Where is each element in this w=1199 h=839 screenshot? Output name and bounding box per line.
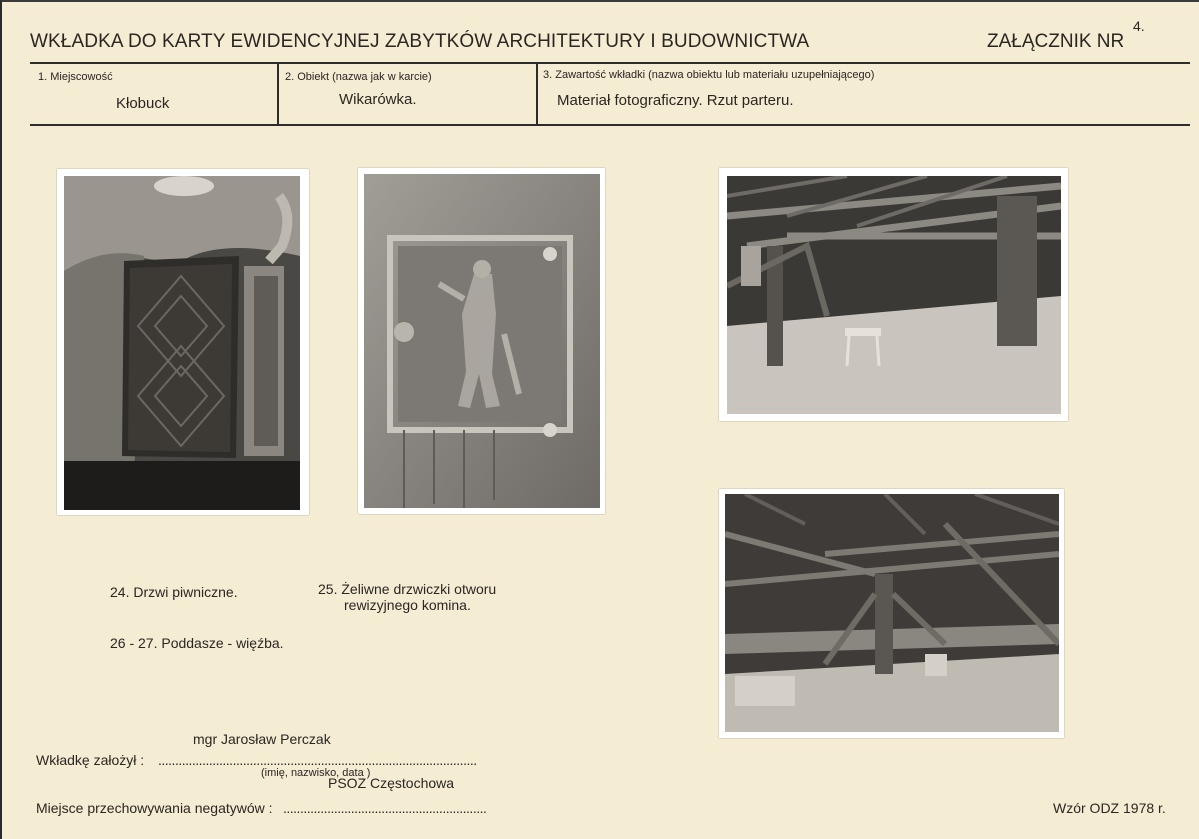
header-top-rule bbox=[30, 62, 1190, 64]
caption-26-27: 26 - 27. Poddasze - więźba. bbox=[110, 635, 284, 651]
form-code: Wzór ODZ 1978 r. bbox=[1053, 800, 1166, 816]
caption-24: 24. Drzwi piwniczne. bbox=[110, 584, 238, 600]
created-by-label: Wkładkę założył : bbox=[36, 752, 145, 768]
photo-attic-2 bbox=[719, 489, 1064, 738]
locality-value: Kłobuck bbox=[116, 95, 170, 112]
author-name: mgr Jarosław Perczak bbox=[193, 731, 331, 747]
field-divider-1 bbox=[277, 63, 279, 125]
object-value: Wikarówka. bbox=[339, 91, 417, 108]
annex-label: ZAŁĄCZNIK NR bbox=[987, 31, 1125, 52]
photo-chimney-door bbox=[358, 168, 605, 514]
caption-25-line2: rewizyjnego komina. bbox=[344, 597, 471, 613]
photo-cellar-door bbox=[57, 169, 309, 515]
negatives-dots: ............................................................ bbox=[283, 800, 487, 816]
annex-number: 4. bbox=[1133, 18, 1145, 34]
object-label: 2. Obiekt (nazwa jak w karcie) bbox=[285, 71, 432, 83]
content-value: Materiał fotograficzny. Rzut parteru. bbox=[557, 92, 794, 109]
header-bottom-rule bbox=[30, 124, 1190, 126]
caption-25-line1: 25. Żeliwne drzwiczki otworu bbox=[318, 581, 497, 597]
negatives-value: PSOZ Częstochowa bbox=[328, 775, 455, 791]
negatives-label: Miejsce przechowywania negatywów : bbox=[36, 800, 273, 816]
form-title: WKŁADKA DO KARTY EWIDENCYJNEJ ZABYTKÓW ARCHITEKTURY I BUDOWNICTWA bbox=[30, 31, 810, 52]
photo-attic-1 bbox=[719, 168, 1068, 421]
field-divider-2 bbox=[536, 63, 538, 125]
created-by-dots: .............................................................................................. bbox=[158, 752, 477, 768]
content-label: 3. Zawartość wkładki (nazwa obiektu lub materiału uzupełniającego) bbox=[543, 69, 875, 81]
created-by-hint: (imię, nazwisko, data ) bbox=[261, 767, 371, 779]
locality-label: 1. Miejscowość bbox=[38, 71, 113, 83]
